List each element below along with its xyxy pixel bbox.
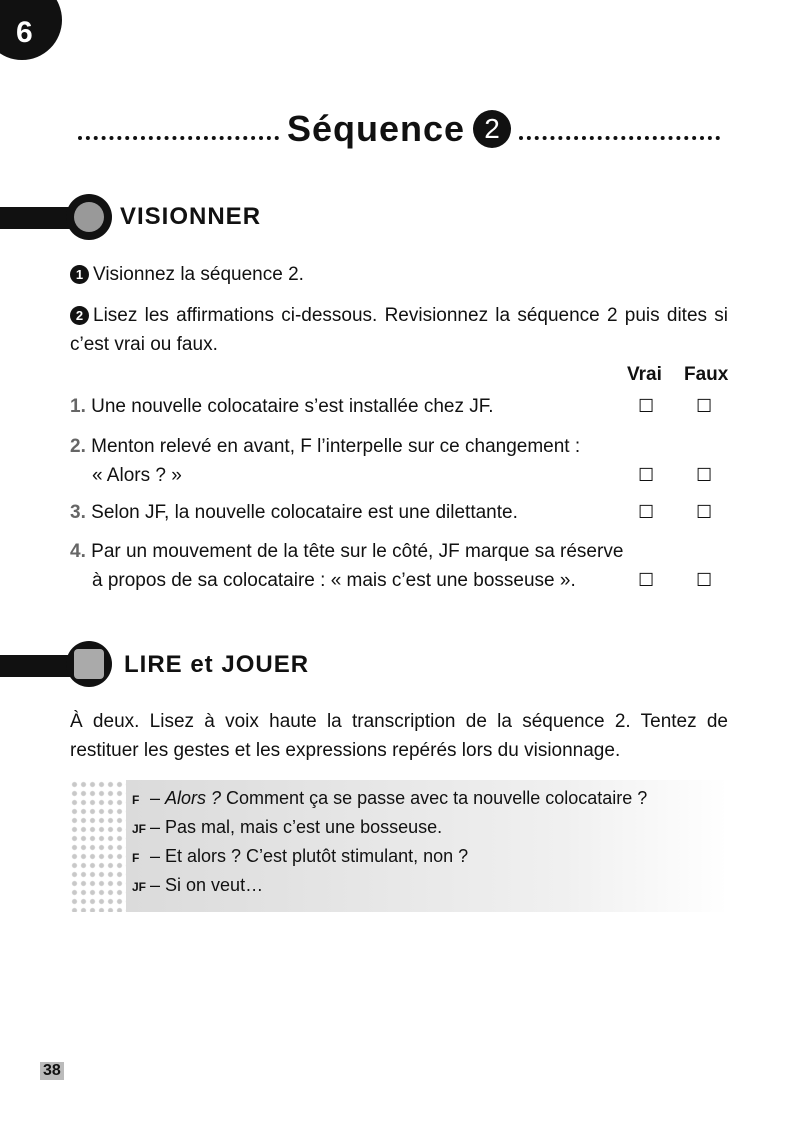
item-text: Par un mouvement de la tête sur le côté, JF marque sa réserve [91, 541, 624, 562]
dialog-line: JF – Pas mal, mais c’est une bosseuse. [132, 817, 443, 837]
dot-pattern [70, 780, 126, 912]
statement-item [70, 432, 630, 490]
item-text: « Alors ? » [92, 465, 182, 486]
dotted-rule [519, 118, 720, 140]
question-2 [70, 301, 728, 359]
checkbox-faux[interactable]: ☐ [696, 502, 713, 522]
disc-icon [66, 194, 112, 240]
item-number: 2. [70, 436, 86, 457]
question-number: 1 [70, 265, 89, 284]
dialog-line: JF – Si on veut… [132, 875, 264, 895]
item-text: à propos de sa colocataire : « mais c’est une bosseuse ». [92, 570, 576, 591]
item-text: Menton relevé en avant, F l’interpelle sur ce changement : [91, 436, 581, 457]
item-text: Selon JF, la nouvelle colocataire est une dilettante. [91, 502, 518, 523]
statement-item [70, 498, 630, 527]
speaker: F [132, 793, 140, 807]
checkbox-vrai[interactable]: ☐ [638, 465, 655, 485]
speaker: JF [132, 880, 147, 894]
line-text: Si on veut… [165, 875, 264, 895]
col-faux: Faux [684, 364, 729, 385]
question-1 [70, 260, 304, 289]
question-number: 2 [70, 306, 89, 325]
section-title-visionner: VISIONNER [120, 203, 262, 230]
checkbox-faux[interactable]: ☐ [696, 396, 713, 416]
page-number: 38 [40, 1062, 64, 1080]
page-title-row [70, 108, 728, 150]
checkbox-faux[interactable]: ☐ [696, 570, 713, 590]
checkbox-vrai[interactable]: ☐ [638, 502, 655, 522]
question-text: Lisez les affirmations ci-dessous. Revisionnez la séquence 2 puis dites si c’est vrai ou faux. [70, 305, 728, 355]
line-text: Pas mal, mais c’est une bosseuse. [165, 817, 443, 837]
chapter-number: 6 [16, 16, 33, 49]
italic-text: Alors ? [165, 788, 222, 808]
page-title: Séquence [286, 108, 466, 149]
item-number: 1. [70, 396, 86, 417]
col-vrai: Vrai [627, 364, 662, 385]
dialog-line: F – Et alors ? C’est plutôt stimulant, non ? [132, 846, 469, 866]
chapter-badge [0, 0, 62, 60]
dotted-rule [78, 118, 279, 140]
speaker: JF [132, 822, 147, 836]
statement-item [70, 392, 630, 421]
item-text: Une nouvelle colocataire s’est installée chez JF. [91, 396, 494, 417]
line-text: Comment ça se passe avec ta nouvelle colocataire ? [221, 788, 648, 808]
book-icon [66, 641, 112, 687]
checkbox-vrai[interactable]: ☐ [638, 570, 655, 590]
question-text: Visionnez la séquence 2. [93, 264, 304, 285]
statement-item [70, 537, 630, 595]
line-text: Et alors ? C’est plutôt stimulant, non ? [165, 846, 469, 866]
checkbox-vrai[interactable]: ☐ [638, 396, 655, 416]
section-title-lire-jouer: LIRE et JOUER [124, 651, 310, 678]
checkbox-faux[interactable]: ☐ [696, 465, 713, 485]
speaker: F [132, 851, 140, 865]
item-number: 4. [70, 541, 86, 562]
sequence-number-badge: 2 [473, 110, 511, 148]
instruction: À deux. Lisez à voix haute la transcription de la séquence 2. Tentez de restituer les gestes et les expressions repérés lors du visionnage. [70, 711, 728, 761]
item-number: 3. [70, 502, 86, 523]
dialog-line: F – Alors ? Comment ça se passe avec ta nouvelle colocataire ? [132, 788, 648, 808]
transcription-box [70, 780, 728, 912]
